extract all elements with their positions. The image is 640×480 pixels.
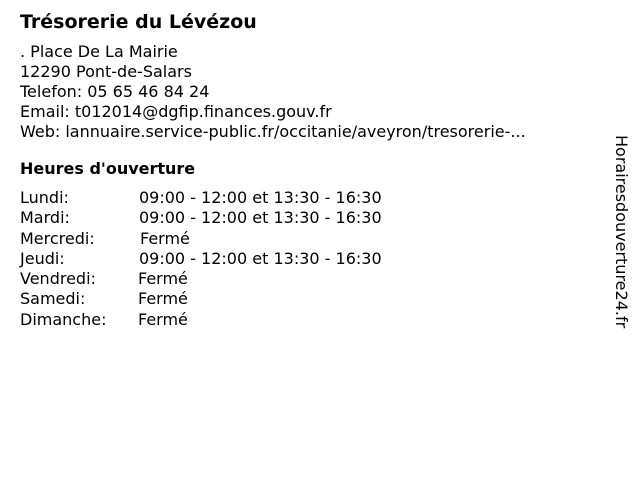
hours-row-wednesday [20,229,600,249]
site-watermark: Horairesdouverture24.fr [612,135,631,329]
web-line: Web: lannuaire.service-public.fr/occitanie/aveyron/tresorerie-... [20,122,526,141]
hours-value: Fermé [140,228,190,248]
opening-hours-heading: Heures d'ouverture [20,159,196,178]
day-label: Samedi: [20,289,86,309]
hours-value: Fermé [138,269,188,289]
hours-row-friday [20,269,600,289]
day-label: Vendredi: [20,269,96,289]
address-city: 12290 Pont-de-Salars [20,62,192,81]
hours-value: Fermé [138,289,188,309]
email-line: Email: t012014@dgfip.finances.gouv.fr [20,102,332,121]
hours-row-saturday [20,289,600,309]
day-label: Jeudi: [20,248,65,268]
day-label: Dimanche: [20,309,107,329]
hours-row-thursday [20,249,600,269]
opening-hours-table [20,188,600,330]
day-label: Mardi: [20,208,70,228]
hours-row-sunday [20,310,600,330]
hours-value: Fermé [138,309,188,329]
page-title: Trésorerie du Lévézou [20,11,257,33]
hours-row-monday [20,188,600,208]
hours-value: 09:00 - 12:00 et 13:30 - 16:30 [139,208,382,228]
address-street: . Place De La Mairie [20,42,178,61]
listing-card [20,8,600,330]
hours-row-tuesday [20,208,600,228]
day-label: Lundi: [20,188,69,207]
hours-value: 09:00 - 12:00 et 13:30 - 16:30 [139,248,382,268]
hours-value: 09:00 - 12:00 et 13:30 - 16:30 [139,188,382,207]
day-label: Mercredi: [20,228,95,248]
phone-line: Telefon: 05 65 46 84 24 [20,82,210,101]
